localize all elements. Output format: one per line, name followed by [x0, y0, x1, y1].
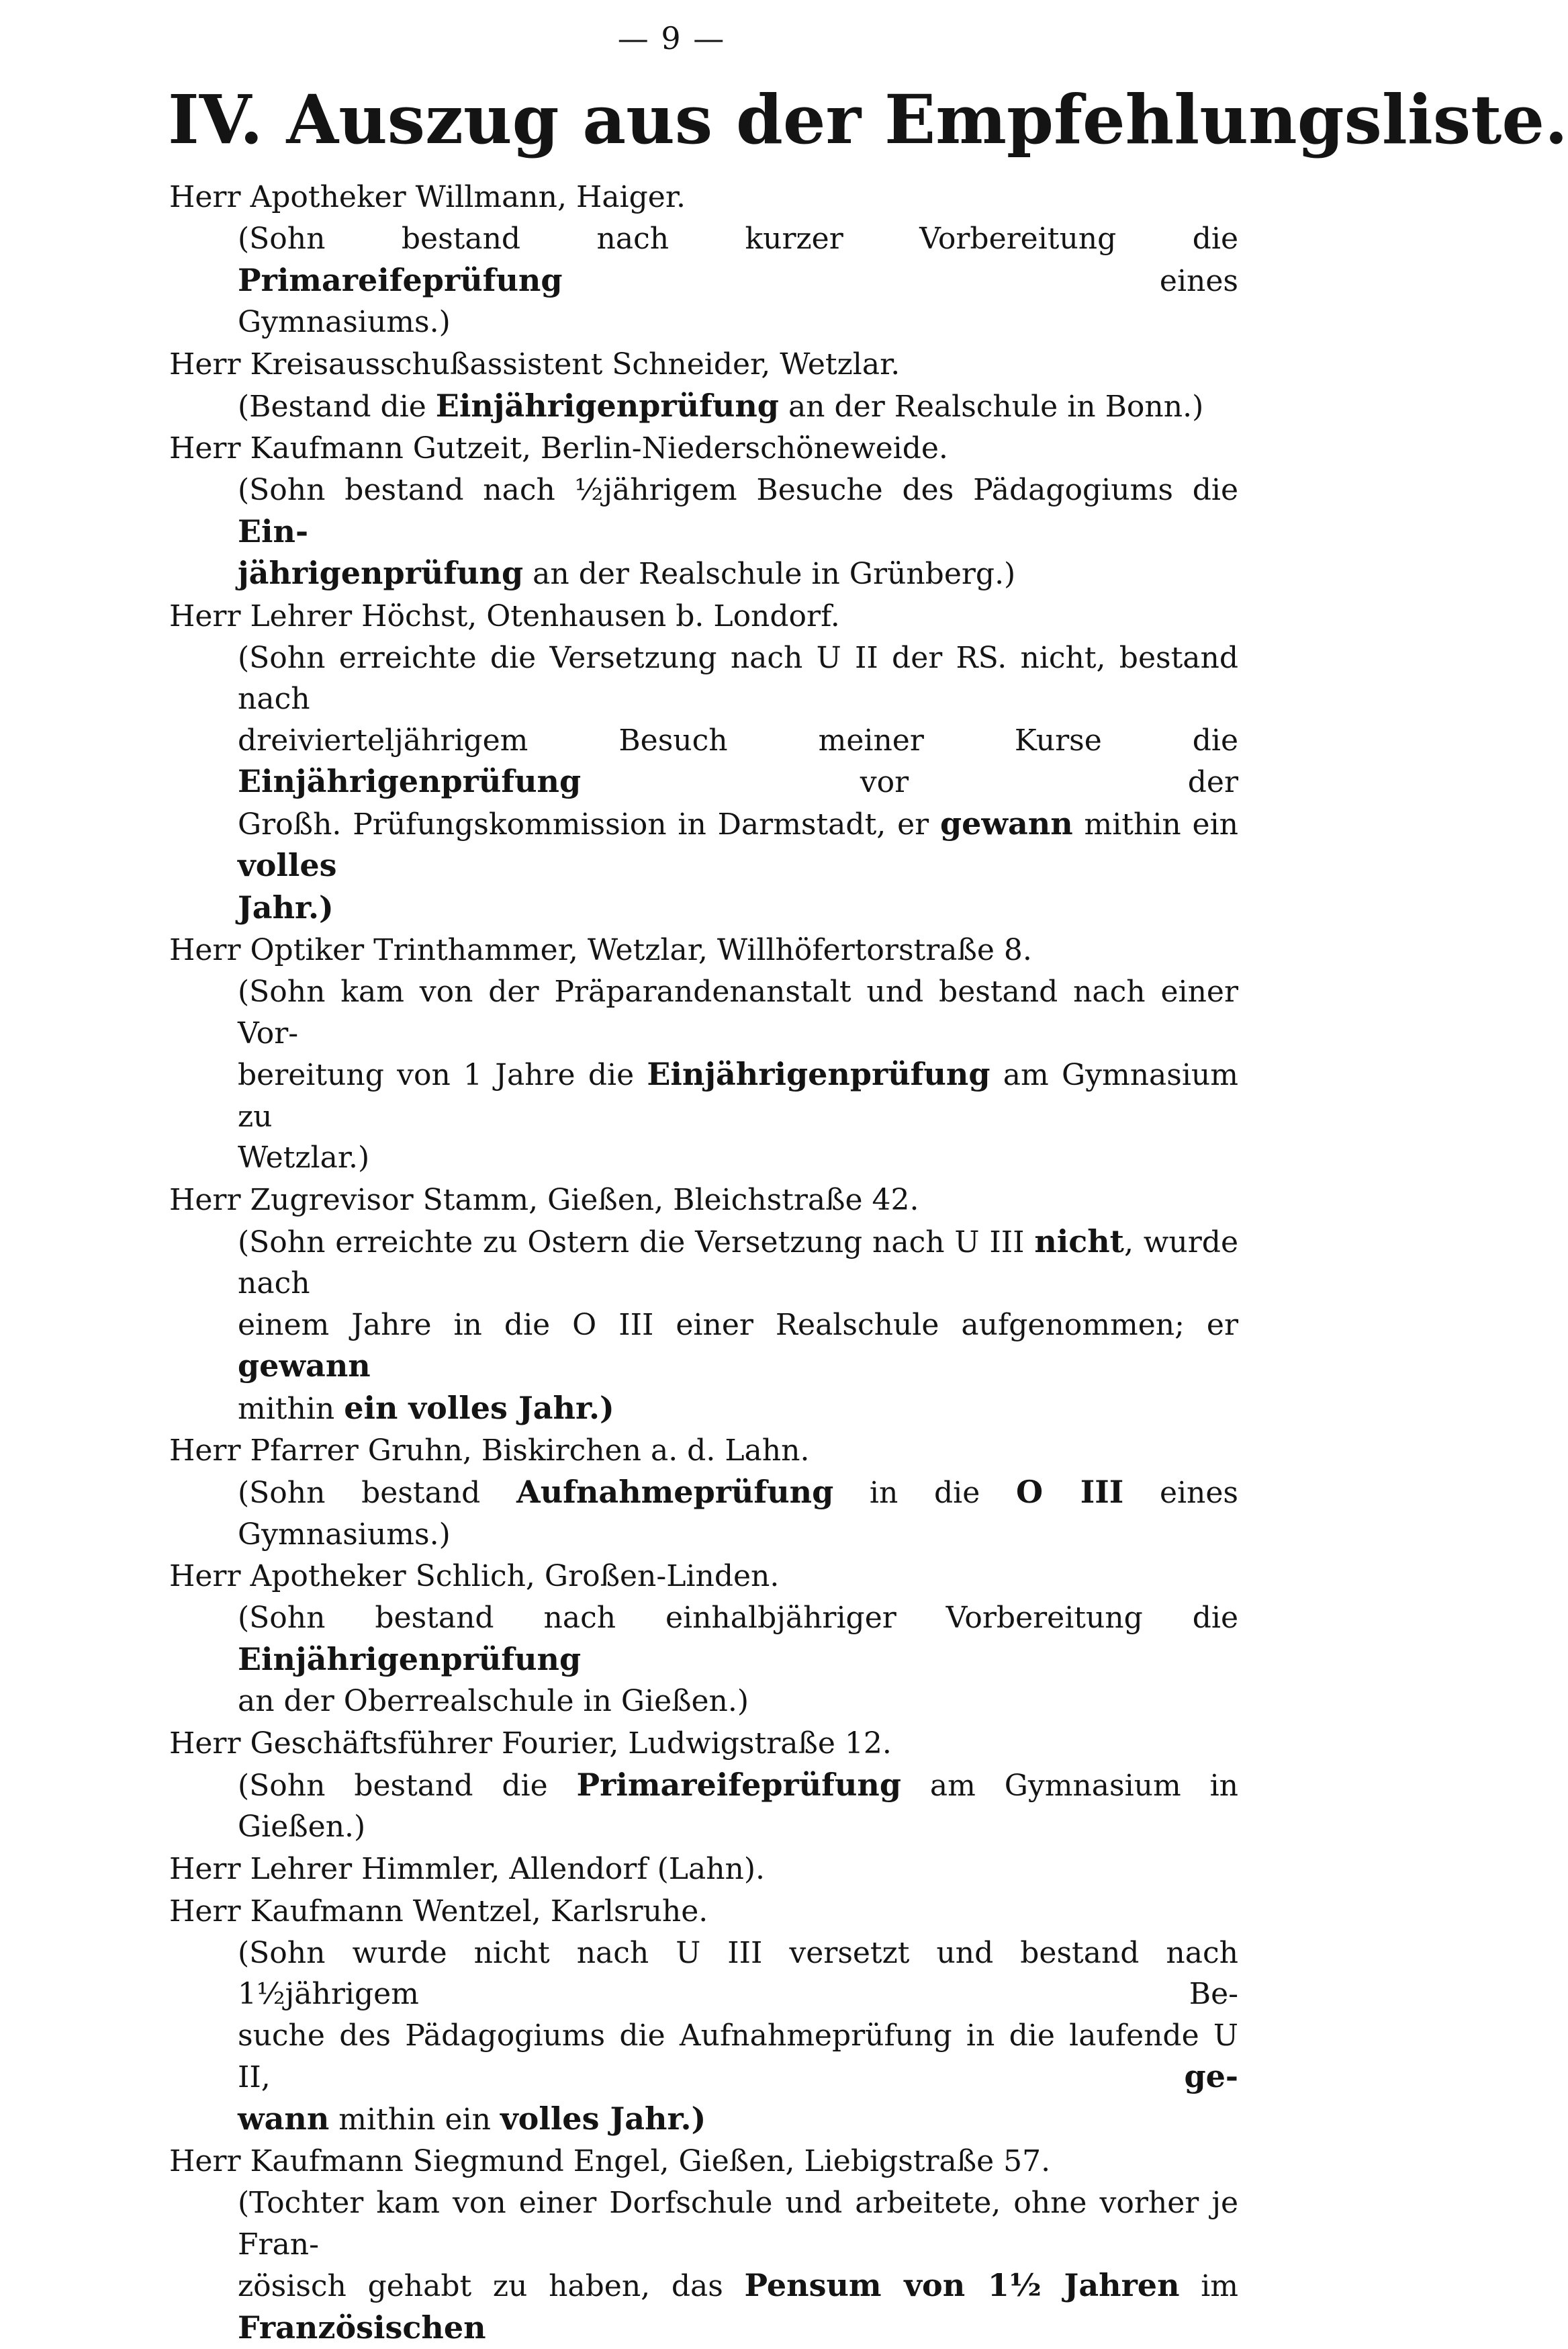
emphasized-text: wann — [238, 2100, 330, 2137]
emphasized-text: Ein- — [238, 513, 309, 549]
emphasized-text: gewann — [939, 805, 1073, 842]
entry-note-line — [238, 1472, 1238, 1555]
note-text: zösisch gehabt zu haben, das — [238, 2269, 745, 2303]
note-text: vor der — [581, 765, 1238, 799]
emphasized-text: jährigenprüfung — [238, 555, 524, 591]
note-text: (Sohn bestand — [238, 1476, 517, 1510]
entry-person: Herr Kaufmann Siegmund Engel, Gießen, Liebigstraße 57. — [169, 2144, 1051, 2178]
entry-note-line — [238, 971, 1238, 1054]
entry-note-line — [238, 1054, 1238, 1137]
entry-person: Herr Zugrevisor Stamm, Gießen, Bleichstraße 42. — [169, 1182, 919, 1217]
entry-note-line — [238, 2182, 1238, 2265]
entry-person: Herr Lehrer Höchst, Otenhausen b. Londorf. — [169, 599, 840, 633]
list-item — [169, 1890, 1238, 2141]
emphasized-text: Einjährigenprüfung — [238, 1640, 582, 1677]
list-item — [169, 1722, 1238, 1848]
note-text: Wetzlar.) — [238, 1141, 370, 1175]
emphasized-text: Französischen — [238, 2309, 486, 2346]
emphasized-text: Jahr.) — [238, 889, 334, 926]
entry-note-line — [238, 637, 1238, 720]
entry-note-line — [238, 218, 1238, 302]
entry-note-line — [238, 1681, 1238, 1722]
note-text: (Sohn erreichte zu Ostern die Versetzung nach U III — [238, 1225, 1035, 1259]
note-text: (Sohn bestand nach kurzer Vorbereitung die — [238, 222, 1238, 256]
entry-note-line — [238, 2015, 1238, 2098]
emphasized-text: Aufnahmeprüfung — [516, 1474, 834, 1510]
note-text: (Sohn erreichte die Versetzung nach U II der RS. nicht, bestand nach — [238, 640, 1238, 716]
emphasized-text: volles — [238, 847, 337, 883]
emphasized-text: Einjährigenprüfung — [647, 1056, 990, 1092]
note-text: an der Realschule in Bonn.) — [778, 389, 1204, 424]
entry-note-line — [238, 470, 1238, 553]
emphasized-text: nicht — [1034, 1223, 1124, 1259]
list-item — [169, 427, 1238, 595]
emphasized-text: gewann — [238, 1347, 371, 1384]
note-text: am Gymnasium zu — [238, 1058, 1238, 1134]
emphasized-text: Primareifeprüfung — [576, 1766, 902, 1803]
list-item — [169, 1848, 1238, 1890]
entry-person: Herr Pfarrer Gruhn, Biskirchen a. d. Lahn. — [169, 1433, 810, 1468]
note-text: Großh. Prüfungskommission in Darmstadt, er — [238, 807, 940, 842]
note-text: an der Realschule in Grünberg.) — [523, 557, 1016, 591]
entry-note-line — [238, 1597, 1238, 1681]
list-item — [169, 1555, 1238, 1722]
entry-person: Herr Kaufmann Gutzeit, Berlin-Niederschöneweide. — [169, 431, 948, 466]
entry-note-line — [238, 1221, 1238, 1304]
entry-person: Herr Kaufmann Wentzel, Karlsruhe. — [169, 1894, 708, 1929]
note-text: im — [1179, 2269, 1239, 2303]
list-item — [169, 343, 1238, 428]
entry-note-line — [238, 803, 1238, 887]
list-item — [169, 176, 1238, 343]
note-text: (Sohn bestand nach einhalbjähriger Vorbereitung die — [238, 1601, 1238, 1635]
entry-person: Herr Optiker Trinthammer, Wetzlar, Willhöfertorstraße 8. — [169, 933, 1032, 967]
list-item — [169, 1429, 1238, 1555]
note-text: einem Jahre in die O III einer Realschule aufgenommen; er — [238, 1307, 1238, 1342]
entry-note-line — [238, 887, 1238, 930]
entry-person: Herr Apotheker Schlich, Großen-Linden. — [169, 1559, 780, 1593]
note-text: eines Gymnasiums.) — [238, 1476, 1239, 1552]
entry-note-line — [238, 302, 1238, 343]
note-text: mithin ein — [1072, 807, 1238, 842]
note-text: Gymnasiums.) — [238, 305, 451, 339]
note-text: bereitung von 1 Jahre die — [238, 1058, 647, 1092]
entry-note-line — [238, 1933, 1238, 2015]
emphasized-text: Primareifeprüfung — [238, 261, 563, 298]
emphasized-text: ge- — [1184, 2058, 1238, 2094]
list-item — [169, 929, 1238, 1179]
entry-note-line — [238, 720, 1238, 803]
list-item — [169, 2140, 1238, 2349]
recommendation-list — [169, 176, 1238, 2349]
note-text: , wurde nach — [238, 1225, 1238, 1300]
entry-note-line — [238, 1137, 1238, 1179]
list-item — [169, 595, 1238, 930]
emphasized-text: Pensum von 1½ Jahren — [744, 2267, 1180, 2303]
note-text: mithin ein — [329, 2102, 500, 2137]
note-text: dreivierteljährigem Besuch meiner Kurse die — [238, 723, 1238, 758]
entry-note-line — [238, 553, 1238, 595]
entry-person: Herr Kreisausschußassistent Schneider, Wetzlar. — [169, 347, 901, 382]
entry-note-line — [238, 1304, 1238, 1388]
note-text: am Gymnasium in Gießen.) — [238, 1768, 1238, 1844]
note-text: suche des Pädagogiums die Aufnahmeprüfung in die laufende U II, — [238, 2018, 1238, 2094]
note-text: (Bestand die — [238, 389, 436, 424]
emphasized-text: Einjährigenprüfung — [238, 763, 582, 799]
page-title: IV. Auszug aus der Empfehlungsliste. — [168, 80, 1568, 159]
list-item — [169, 1179, 1238, 1430]
entry-note-line — [238, 1765, 1238, 1848]
note-text: (Sohn bestand nach ½jährigem Besuche des Pädagogiums die — [238, 473, 1238, 507]
emphasized-text: volles Jahr.) — [500, 2100, 706, 2137]
note-text: eines — [562, 263, 1238, 298]
note-text: mithin — [238, 1391, 344, 1426]
entry-note-line — [238, 1388, 1238, 1430]
entry-person: Herr Geschäftsführer Fourier, Ludwigstraße 12. — [169, 1726, 892, 1761]
emphasized-text: ein volles Jahr.) — [344, 1389, 614, 1426]
note-text: an der Oberrealschule in Gießen.) — [238, 1684, 749, 1718]
note-text: in die — [833, 1476, 1016, 1510]
entry-note-line — [238, 2265, 1238, 2349]
page-number: — 9 — — [617, 20, 726, 56]
note-text: (Sohn kam von der Präparandenanstalt und bestand nach einer Vor- — [238, 975, 1238, 1051]
note-text: (Sohn wurde nicht nach U III versetzt und bestand nach 1½jährigem Be- — [238, 1935, 1238, 2011]
entry-person: Herr Lehrer Himmler, Allendorf (Lahn). — [169, 1851, 766, 1886]
note-text: (Tochter kam von einer Dorfschule und arbeitete, ohne vorher je Fran- — [238, 2186, 1238, 2262]
entry-note-line — [238, 386, 1238, 428]
note-text: (Sohn bestand die — [238, 1768, 577, 1803]
emphasized-text: O III — [1015, 1474, 1124, 1510]
emphasized-text: Einjährigenprüfung — [435, 387, 779, 424]
entry-person: Herr Apotheker Willmann, Haiger. — [169, 180, 686, 214]
entry-note-line — [238, 2098, 1238, 2141]
